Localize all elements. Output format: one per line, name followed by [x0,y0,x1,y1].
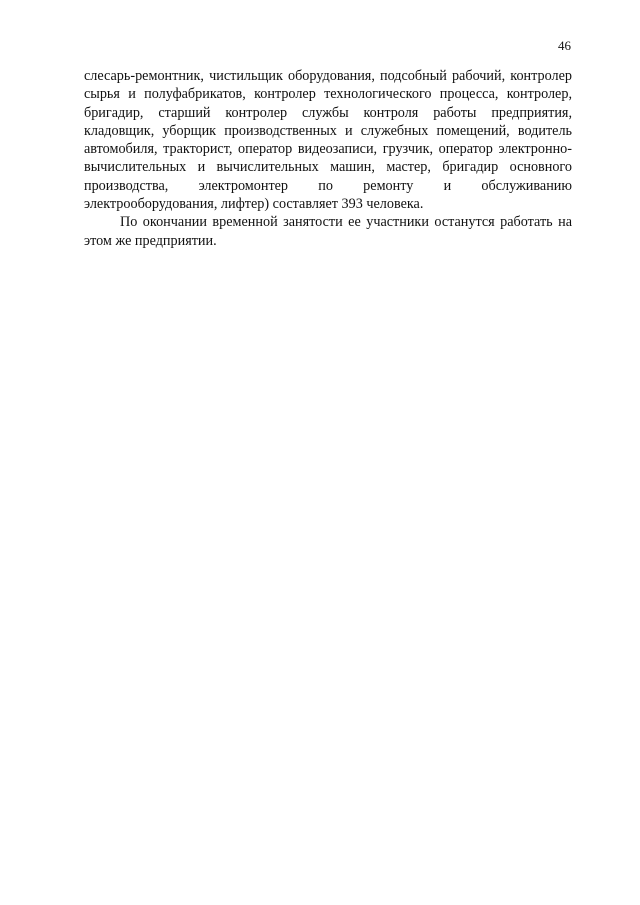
paragraph-continuation: слесарь-ремонтник, чистильщик оборудования, подсобный рабочий, контролер сырья и полуфабрикатов, контролер технологического процесса, контролер, бригадир, старший контролер службы контроля работы предприятия, кладовщик, уборщик производственных и служебных помещений, водитель автомобиля, тракторист, оператор видеозаписи, грузчик, оператор электронно-вычислительных и вычислительных машин, мастер, бригадир основного производства, электромонтер по ремонту и обслуживанию электрооборудования, лифтер) составляет 393 человека. [84,68,572,213]
document-body [84,67,572,250]
page-number: 46 [558,38,571,53]
paragraph: По окончании временной занятости ее участники останутся работать на этом же предприятии. [84,214,572,249]
